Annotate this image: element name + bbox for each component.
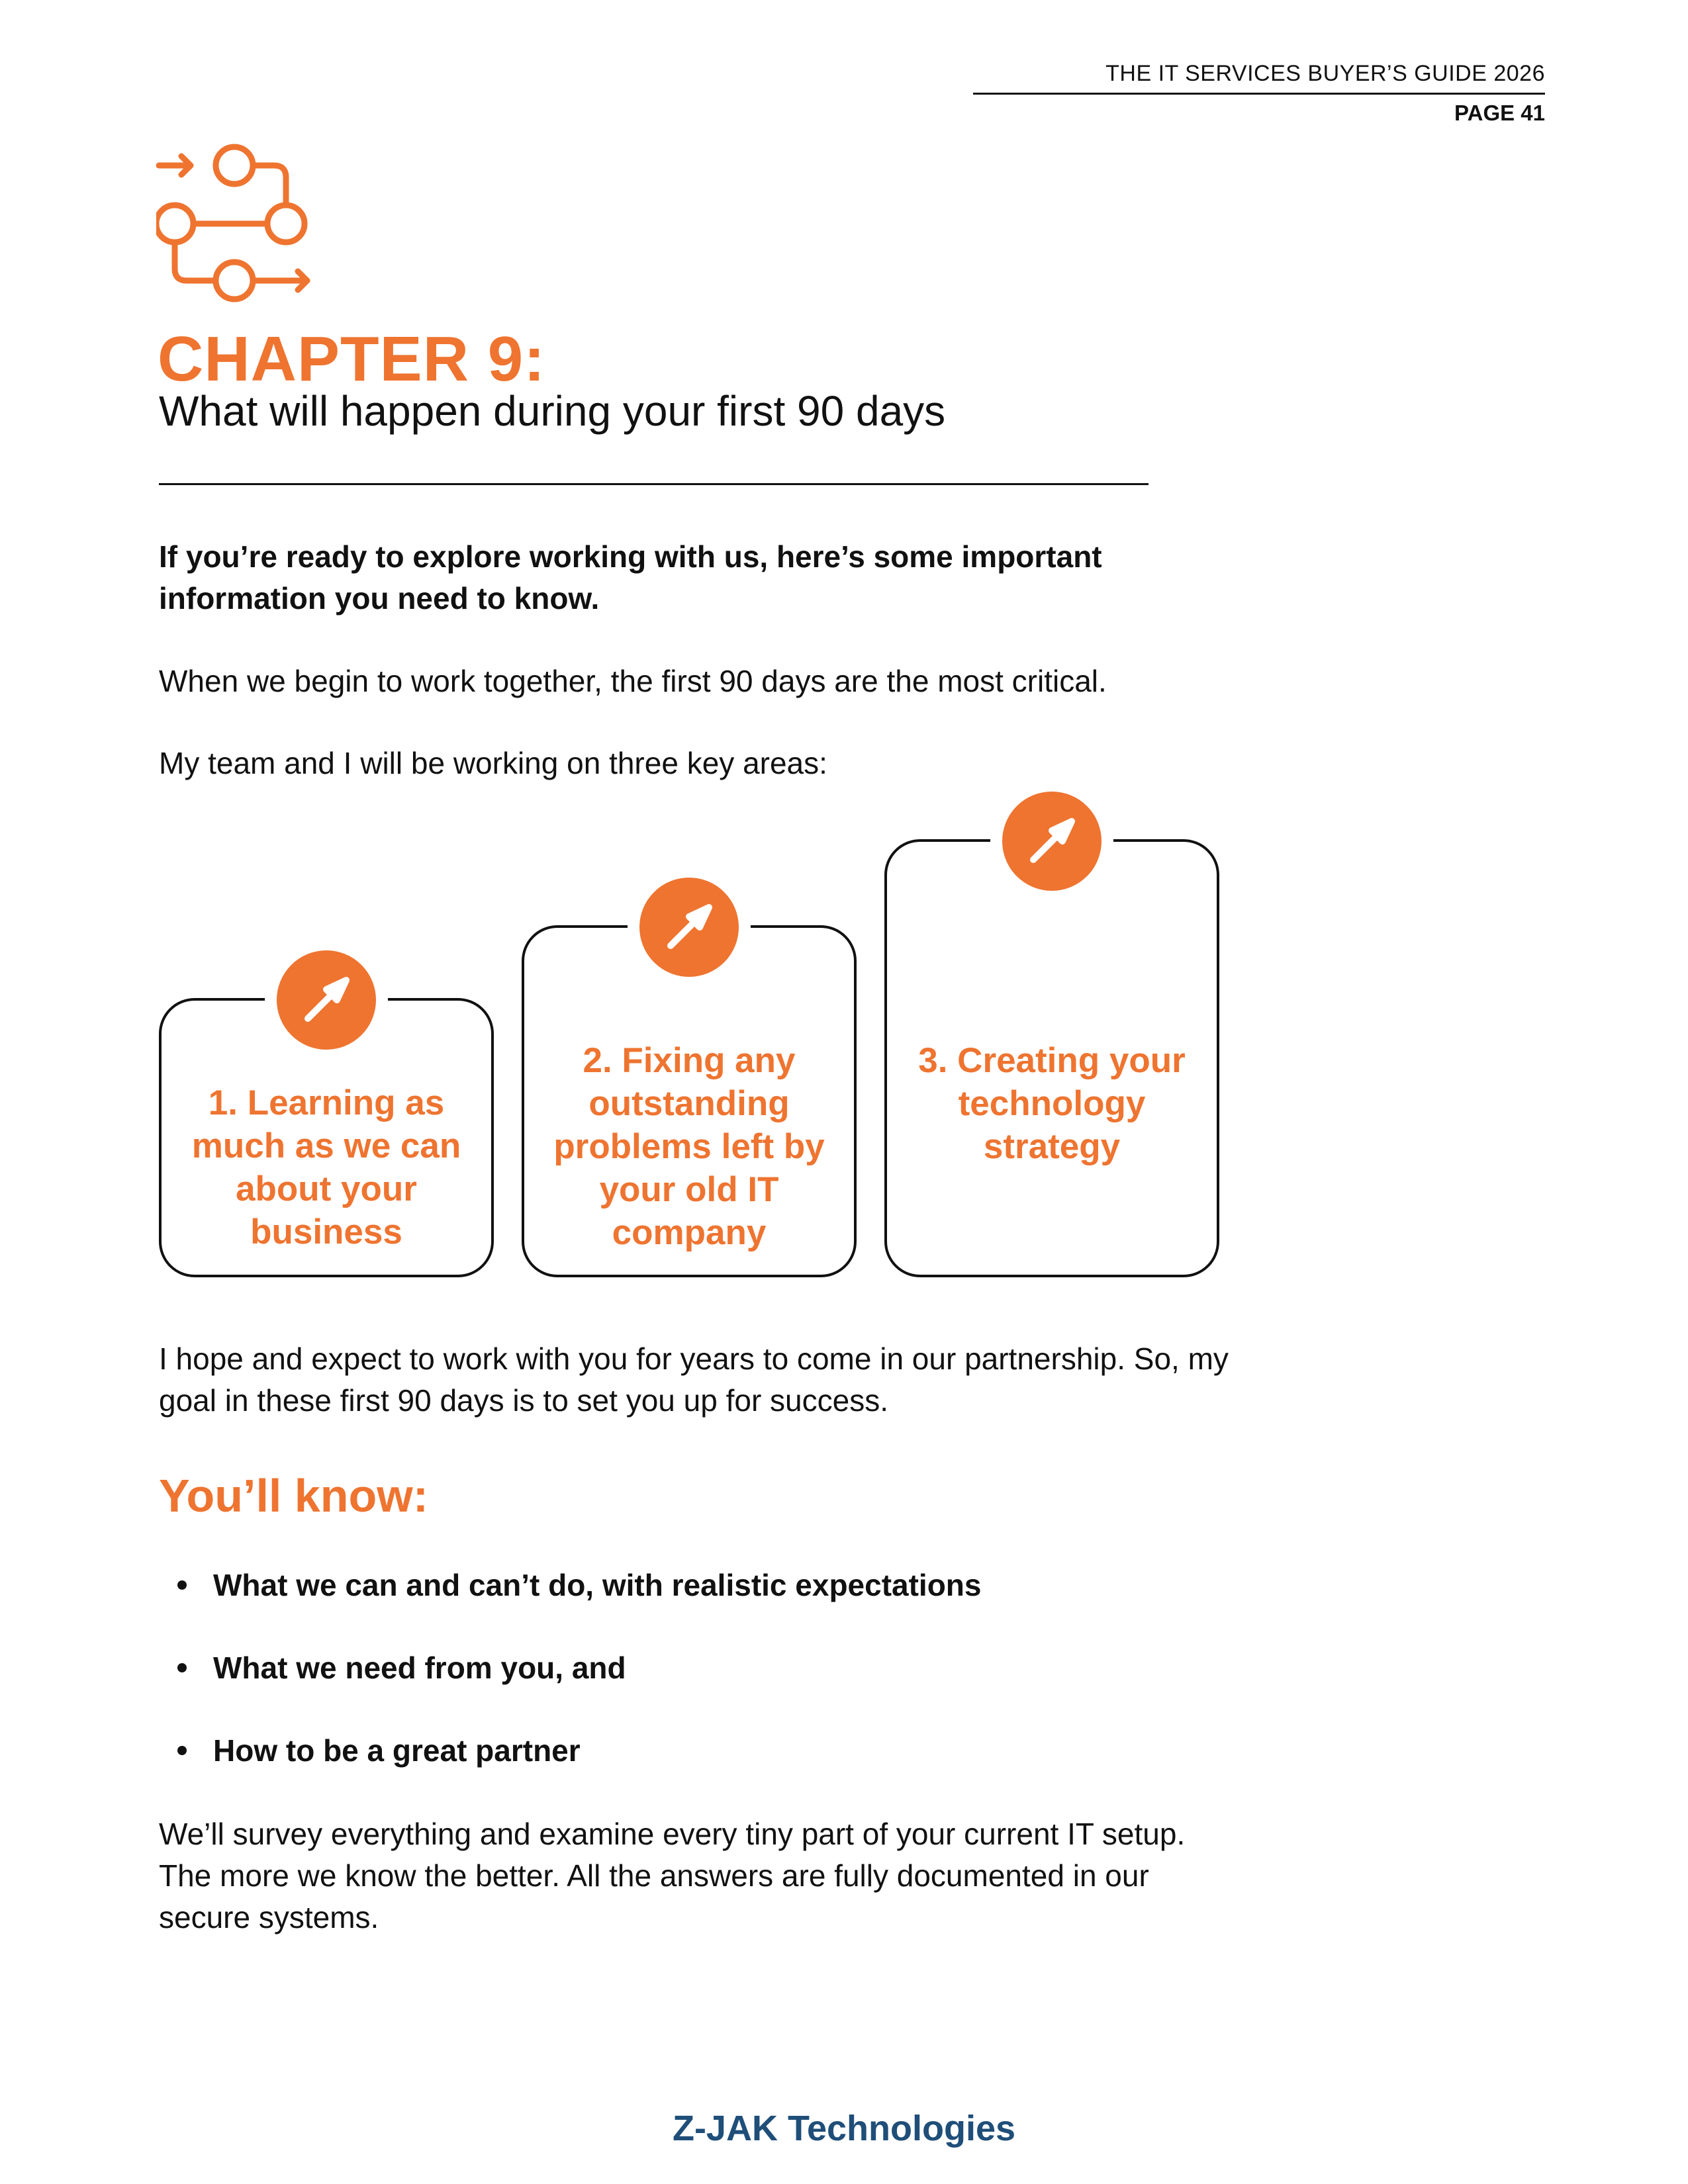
list-item	[177, 1733, 581, 1768]
paragraph-key-areas: My team and I will be working on three key areas:	[159, 746, 827, 780]
step-label: 1. Learning as much as we can about your business	[191, 1083, 461, 1251]
arrow-up-right-icon	[990, 780, 1113, 903]
chapter-title: CHAPTER 9:	[158, 324, 546, 394]
paragraph-partnership: I hope and expect to work with you for years to come in our partnership. So, my goal in these first 90 days is to set you up for success.	[159, 1342, 1229, 1418]
list-item-text: What we need from you, and	[213, 1651, 626, 1685]
step-label: 2. Fixing any outstanding problems left by your old IT company	[553, 1041, 825, 1252]
list-item-text: What we can and can’t do, with realistic expectations	[213, 1568, 982, 1602]
list-item	[177, 1567, 982, 1603]
paragraph-survey: We’ll survey everything and examine every tiny part of your current IT setup. The more we know the better. All the answers are fully documented in our secure systems.	[159, 1817, 1186, 1934]
list-item-text: How to be a great partner	[213, 1733, 581, 1768]
bullet-dot	[177, 1580, 187, 1590]
chapter-subtitle: What will happen during your first 90 days	[159, 387, 946, 435]
header-rule	[973, 93, 1545, 95]
arrow-up-right-icon	[628, 866, 751, 989]
arrow-up-right-icon	[265, 938, 388, 1062]
step-card-3	[884, 839, 1219, 1277]
list-item	[177, 1650, 626, 1686]
bullet-dot	[177, 1746, 187, 1755]
paragraph-first-90-days: When we begin to work together, the first 90 days are the most critical.	[159, 664, 1107, 698]
bullet-dot	[177, 1663, 187, 1672]
section-heading-youll-know: You’ll know:	[159, 1470, 429, 1522]
chapter-divider	[159, 483, 1149, 485]
intro-bold-paragraph: If you’re ready to explore working with us, here’s some important information you need to know.	[159, 539, 1102, 615]
workflow-steps-icon	[156, 139, 315, 304]
step-label: 3. Creating your technology strategy	[918, 1041, 1186, 1166]
page-number: PAGE 41	[1454, 101, 1545, 125]
guide-title: THE IT SERVICES BUYER’S GUIDE 2026	[1105, 61, 1545, 86]
footer-company-name: Z-JAK Technologies	[672, 2109, 1016, 2148]
